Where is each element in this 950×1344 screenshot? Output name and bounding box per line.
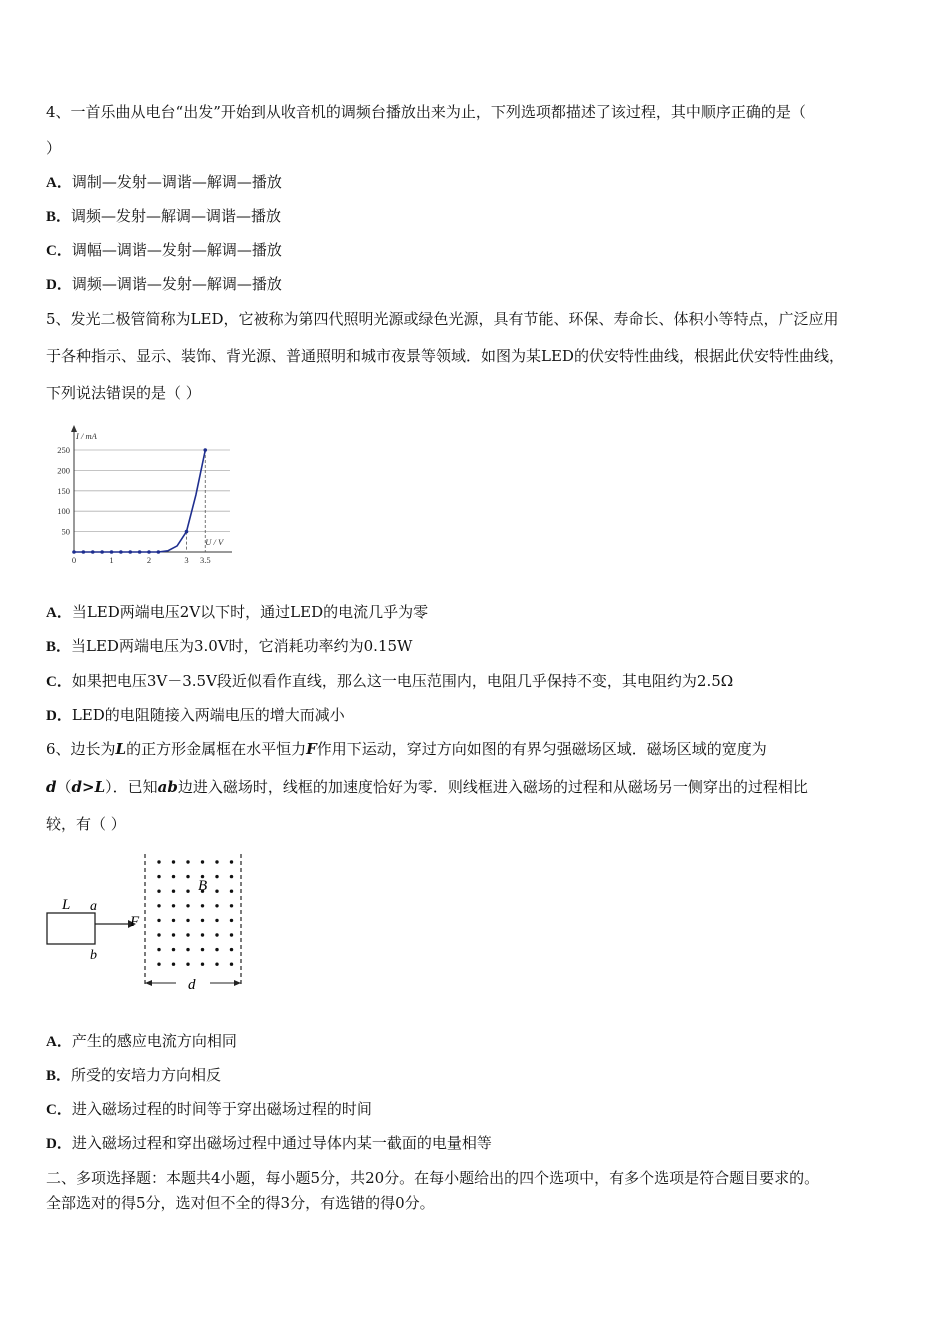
label-a: a bbox=[90, 899, 97, 914]
field-dot bbox=[157, 948, 160, 951]
q6-option-a: A．产生的感应电流方向相同 bbox=[46, 1032, 237, 1050]
data-point bbox=[138, 550, 142, 554]
field-dot bbox=[157, 919, 160, 922]
field-dot bbox=[172, 875, 175, 878]
field-dot bbox=[186, 963, 189, 966]
data-point bbox=[119, 550, 123, 554]
width-arrowhead-left bbox=[145, 980, 152, 986]
field-dot bbox=[215, 963, 218, 966]
field-dot bbox=[157, 963, 160, 966]
data-point bbox=[72, 550, 76, 554]
q5-option-b: B．当LED两端电压为3.0V时，它消耗功率约为0.15W bbox=[46, 637, 413, 655]
y-axis-label: I / mA bbox=[76, 431, 97, 441]
field-dot bbox=[201, 919, 204, 922]
field-dot bbox=[172, 963, 175, 966]
x-tick-label: 1 bbox=[109, 555, 114, 565]
field-dot bbox=[172, 948, 175, 951]
label-L: L bbox=[62, 897, 71, 913]
field-dot bbox=[215, 875, 218, 878]
series-led-curve bbox=[74, 450, 205, 552]
field-dot bbox=[172, 919, 175, 922]
data-point bbox=[147, 550, 151, 554]
y-tick-label: 150 bbox=[57, 485, 70, 496]
label-F: F bbox=[130, 914, 140, 930]
field-dot bbox=[215, 890, 218, 893]
field-dot bbox=[201, 904, 204, 907]
q5-stem-line1: 5、发光二极管简称为LED，它被称为第四代照明光源或绿色光源，具有节能、环保、寿命长、体积小等特点，广泛应用 bbox=[46, 310, 839, 328]
field-dot bbox=[186, 860, 189, 863]
field-dot bbox=[186, 890, 189, 893]
field-dot bbox=[157, 890, 160, 893]
field-dot bbox=[215, 933, 218, 936]
y-tick-label: 100 bbox=[57, 506, 70, 517]
field-dot bbox=[201, 860, 204, 863]
y-tick-label: 250 bbox=[57, 445, 70, 455]
q6-stem-line1: 6、边长为L的正方形金属框在水平恒力F作用下运动，穿过方向如图的有界匀强磁场区域．磁场区域的宽度为 bbox=[46, 740, 767, 758]
field-dot bbox=[186, 933, 189, 936]
q4-option-a: A．调制—发射—调谐—解调—播放 bbox=[46, 173, 282, 191]
q5-stem-line3: 下列说法错误的是（ ） bbox=[46, 384, 201, 402]
section2-line2: 全部选对的得5分，选对但不全的得3分，有选错的得0分。 bbox=[46, 1194, 435, 1212]
field-dot bbox=[215, 919, 218, 922]
q4-option-c: C．调幅—调谐—发射—解调—播放 bbox=[46, 241, 282, 259]
field-dot bbox=[186, 875, 189, 878]
field-dot bbox=[157, 875, 160, 878]
data-point bbox=[100, 550, 104, 554]
field-dot bbox=[172, 933, 175, 936]
field-dot bbox=[172, 890, 175, 893]
x-tick-label: 2 bbox=[146, 555, 152, 565]
field-dot bbox=[157, 933, 160, 936]
field-dot bbox=[215, 860, 218, 863]
q5-option-a: A．当LED两端电压2V以下时，通过LED的电流几乎为零 bbox=[46, 603, 429, 621]
q6-option-c: C．进入磁场过程的时间等于穿出磁场过程的时间 bbox=[46, 1100, 372, 1118]
data-point bbox=[203, 448, 207, 452]
field-dot bbox=[186, 948, 189, 951]
field-dot bbox=[157, 860, 160, 863]
field-dot bbox=[230, 919, 233, 922]
x-axis-label: U / V bbox=[205, 537, 224, 547]
y-tick-label: 50 bbox=[61, 526, 70, 537]
q4-stem-line1: 4、一首乐曲从电台“出发”开始到从收音机的调频台播放出来为止，下列选项都描述了该过程，其中顺序正确的是（ bbox=[46, 103, 806, 121]
field-dot bbox=[230, 904, 233, 907]
field-dot bbox=[230, 890, 233, 893]
q4-option-b: B．调频—发射—解调—调谐—播放 bbox=[46, 207, 282, 225]
field-dot bbox=[230, 948, 233, 951]
q4-stem-line2: ） bbox=[46, 139, 62, 157]
data-point bbox=[110, 550, 114, 554]
field-dot bbox=[201, 933, 204, 936]
field-dot bbox=[186, 919, 189, 922]
field-dot bbox=[215, 948, 218, 951]
q6-stem-line2: d（d>L）．已知ab边进入磁场时，线框的加速度恰好为零．则线框进入磁场的过程和从磁场另一侧穿出的过程相比 bbox=[46, 778, 808, 796]
field-dot bbox=[230, 933, 233, 936]
field-dot bbox=[230, 963, 233, 966]
data-point bbox=[82, 550, 86, 554]
field-dot bbox=[157, 904, 160, 907]
field-dot bbox=[201, 948, 204, 951]
square-frame bbox=[47, 913, 95, 944]
q6-stem-line3: 较，有（ ） bbox=[46, 815, 126, 833]
field-dots bbox=[157, 860, 233, 966]
x-tick-label: 3.5 bbox=[199, 555, 211, 565]
led-iv-chart bbox=[40, 420, 240, 575]
x-tick-label: 3 bbox=[184, 555, 189, 565]
y-tick-label: 200 bbox=[57, 465, 70, 476]
data-point bbox=[185, 530, 189, 534]
field-dot bbox=[230, 860, 233, 863]
field-dot bbox=[172, 860, 175, 863]
q6-option-b: B．所受的安培力方向相反 bbox=[46, 1066, 222, 1084]
width-arrowhead-right bbox=[234, 980, 241, 986]
data-point bbox=[157, 550, 161, 554]
label-b: b bbox=[90, 948, 97, 963]
q5-option-c: C．如果把电压3V－3.5V段近似看作直线，那么这一电压范围内，电阻几乎保持不变，其电阻约为2.5Ω bbox=[46, 672, 734, 690]
x-tick-label: 0 bbox=[71, 555, 77, 565]
data-point bbox=[128, 550, 132, 554]
section2-line1: 二、多项选择题：本题共4小题，每小题5分，共20分。在每小题给出的四个选项中，有多个选项是符合题目要求的。 bbox=[46, 1169, 820, 1187]
label-d: d bbox=[188, 977, 196, 993]
field-dot bbox=[201, 963, 204, 966]
field-dot bbox=[215, 904, 218, 907]
field-dot bbox=[172, 904, 175, 907]
magnetic-field-figure bbox=[40, 850, 255, 995]
field-dot bbox=[230, 875, 233, 878]
q4-option-d: D．调频—调谐—发射—解调—播放 bbox=[46, 275, 282, 293]
label-B: B bbox=[198, 878, 208, 894]
field-dot bbox=[186, 904, 189, 907]
q5-option-d: D．LED的电阻随接入两端电压的增大而减小 bbox=[46, 706, 345, 724]
q6-option-d: D．进入磁场过程和穿出磁场过程中通过导体内某一截面的电量相等 bbox=[46, 1134, 492, 1152]
data-point bbox=[91, 550, 95, 554]
q5-stem-line2: 于各种指示、显示、装饰、背光源、普通照明和城市夜景等领域．如图为某LED的伏安特性曲线，根据此伏安特性曲线， bbox=[46, 347, 844, 365]
